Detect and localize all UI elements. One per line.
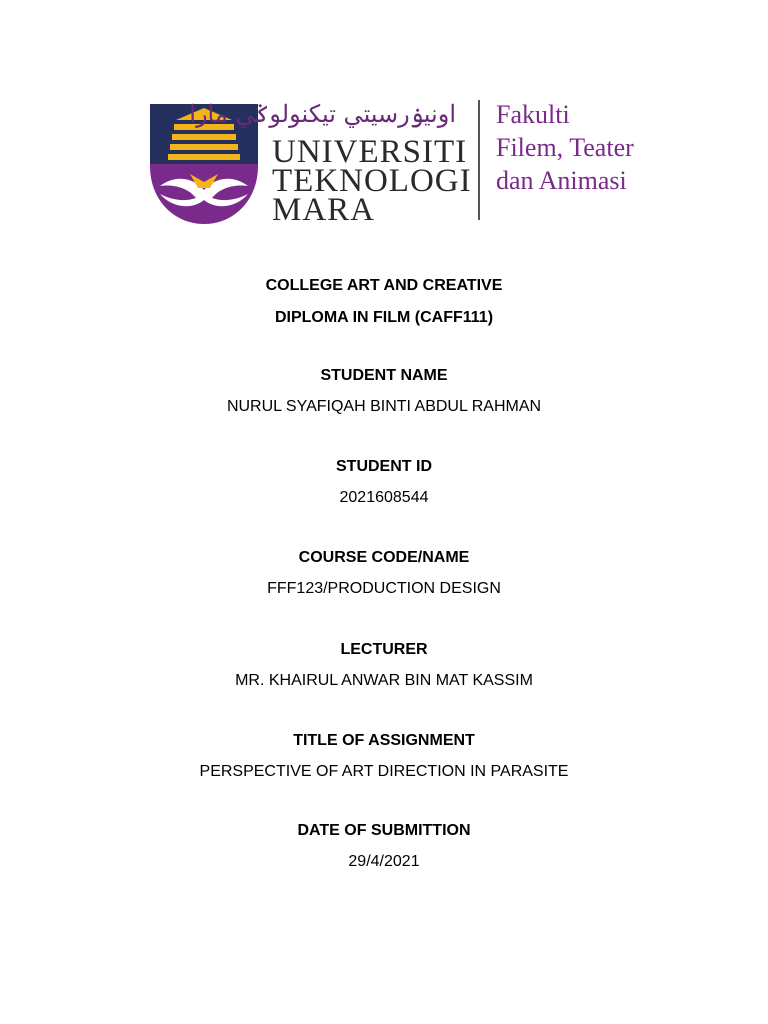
assignment-title-value: PERSPECTIVE OF ART DIRECTION IN PARASITE xyxy=(199,763,569,780)
university-name xyxy=(189,98,472,228)
university-line-1: UNIVERSITI xyxy=(272,134,468,170)
lecturer-value: MR. KHAIRUL ANWAR BIN MAT KASSIM xyxy=(235,672,533,689)
faculty-line-1: Fakulti xyxy=(496,100,570,129)
student-id-value: 2021608544 xyxy=(339,489,429,506)
university-line-3: MARA xyxy=(272,192,376,228)
student-id-label: STUDENT ID xyxy=(336,458,432,475)
uitm-faculty-logo xyxy=(150,98,680,228)
student-name-value: NURUL SYAFIQAH BINTI ABDUL RAHMAN xyxy=(226,398,542,415)
lecturer-label: LECTURER xyxy=(340,641,428,658)
course-label: COURSE CODE/NAME xyxy=(298,549,470,566)
assignment-title-label: TITLE OF ASSIGNMENT xyxy=(293,732,475,749)
college-name: COLLEGE ART AND CREATIVE xyxy=(265,277,503,294)
faculty-line-3: dan Animasi xyxy=(496,166,627,195)
logo-divider xyxy=(478,100,480,220)
submission-date-value: 29/4/2021 xyxy=(348,853,420,870)
jawi-university-name: اونيۏرسيتي تيكنولوݢي مارا xyxy=(189,100,456,128)
course-value: FFF123/PRODUCTION DESIGN xyxy=(267,580,501,597)
student-name-label: STUDENT NAME xyxy=(320,367,448,384)
program-name: DIPLOMA IN FILM (CAFF111) xyxy=(274,309,494,326)
university-line-2: TEKNOLOGI xyxy=(272,163,472,199)
faculty-line-2: Filem, Teater xyxy=(496,133,634,162)
submission-date-label: DATE OF SUBMITTION xyxy=(297,822,471,839)
